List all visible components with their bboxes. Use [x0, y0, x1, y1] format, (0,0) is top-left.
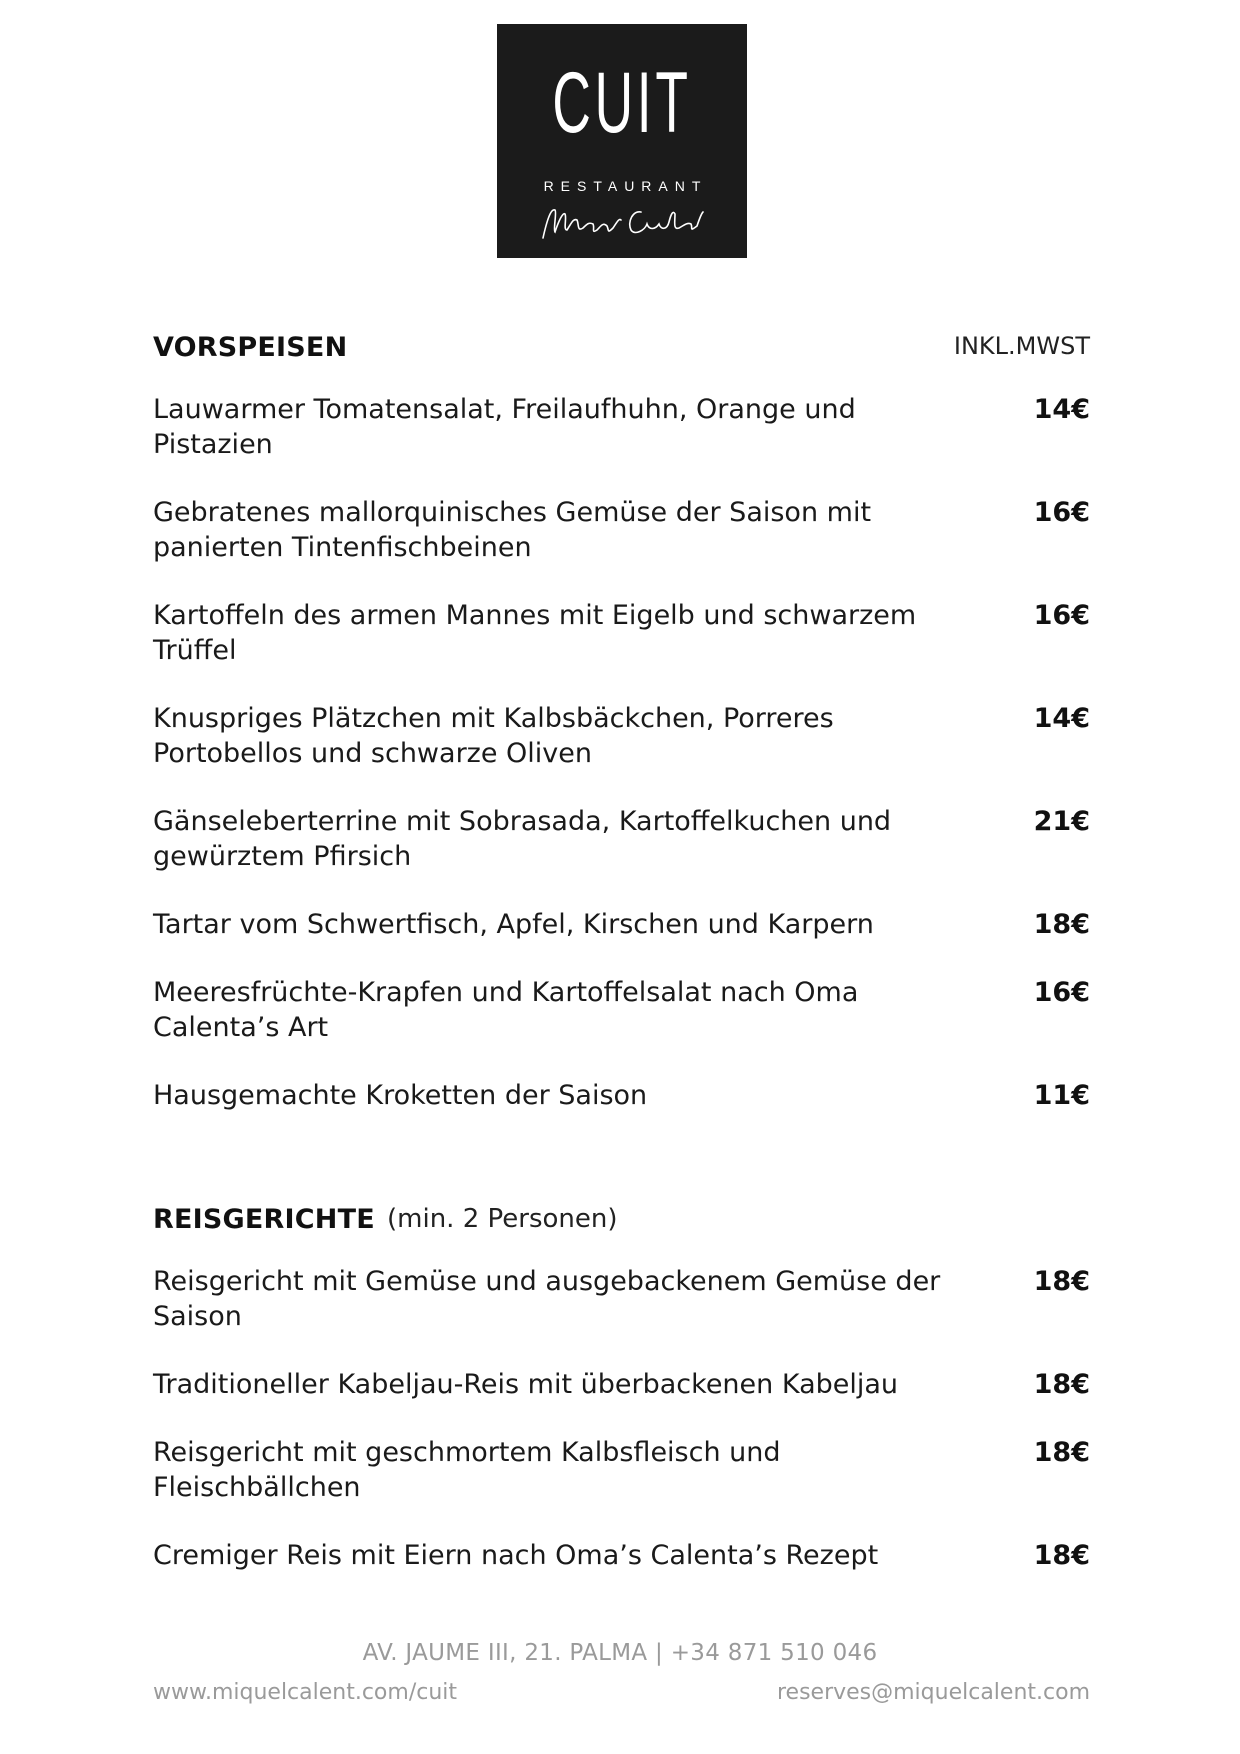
menu-item-price: 18€	[1033, 909, 1090, 940]
menu-item-price: 14€	[1033, 703, 1090, 734]
menu-item	[153, 598, 1090, 668]
menu-item-name: Kartoffeln des armen Mannes mit Eigelb und schwarzem Trüffel	[153, 600, 917, 666]
menu-item	[153, 1078, 1090, 1113]
menu-item-name: Cremiger Reis mit Eiern nach Oma’s Calenta’s Rezept	[153, 1540, 879, 1571]
restaurant-logo	[497, 24, 747, 258]
menu-item-price: 16€	[1033, 600, 1090, 631]
menu-item-price: 16€	[1033, 977, 1090, 1008]
tax-note: INKL.MWST	[953, 332, 1090, 360]
menu-item	[153, 392, 1090, 462]
menu-item-name: Knuspriges Plätzchen mit Kalbsbäckchen, Porreres Portobellos und schwarze Oliven	[153, 703, 834, 769]
section-header-vorspeisen	[153, 320, 1090, 378]
menu-item	[153, 975, 1090, 1045]
menu-item-name: Traditioneller Kabeljau-Reis mit überbackenen Kabeljau	[153, 1369, 899, 1400]
footer-address: AV. JAUME III, 21. PALMA | +34 871 510 046	[362, 1640, 878, 1666]
menu-item-name: Reisgericht mit geschmortem Kalbsfleisch und Fleischbällchen	[153, 1437, 781, 1503]
menu-item-price: 11€	[1033, 1080, 1090, 1111]
logo-wordmark: CUIT	[552, 55, 692, 151]
menu-item-price: 18€	[1033, 1369, 1090, 1400]
footer-website-link[interactable]: www.miquelcalent.com/cuit	[153, 1680, 458, 1705]
menu-item	[153, 907, 1090, 942]
menu-item-price: 21€	[1033, 806, 1090, 837]
menu-item-price: 18€	[1033, 1266, 1090, 1297]
section-subtitle: (min. 2 Personen)	[387, 1204, 618, 1234]
menu-item	[153, 701, 1090, 771]
section-header-reisgerichte	[153, 1192, 1090, 1250]
menu-content	[153, 320, 1090, 1606]
logo-subtitle: RESTAURANT	[543, 178, 708, 194]
menu-item-price: 18€	[1033, 1437, 1090, 1468]
section-title: VORSPEISEN	[153, 332, 348, 363]
section-title: REISGERICHTE	[153, 1204, 375, 1235]
menu-item-name: Tartar vom Schwertfisch, Apfel, Kirschen und Karpern	[153, 909, 874, 940]
footer-email-link[interactable]: reserves@miquelcalent.com	[776, 1680, 1090, 1705]
menu-item-price: 16€	[1033, 497, 1090, 528]
menu-item-name: Gebratenes mallorquinisches Gemüse der Saison mit panierten Tintenfischbeinen	[153, 497, 872, 563]
menu-item	[153, 495, 1090, 565]
section-spacer	[153, 1146, 1090, 1192]
menu-item-name: Meeresfrüchte-Krapfen und Kartoffelsalat nach Oma Calenta’s Art	[153, 977, 859, 1043]
menu-item-name: Gänseleberterrine mit Sobrasada, Kartoffelkuchen und gewürztem Pfirsich	[153, 806, 892, 872]
menu-item-name: Reisgericht mit Gemüse und ausgebackenem Gemüse der Saison	[153, 1266, 941, 1332]
menu-item	[153, 1538, 1090, 1573]
menu-item	[153, 804, 1090, 874]
menu-item	[153, 1367, 1090, 1402]
menu-item-name: Hausgemachte Kroketten der Saison	[153, 1080, 648, 1111]
menu-item-price: 14€	[1033, 394, 1090, 425]
signature-icon	[537, 200, 707, 244]
menu-item-name: Lauwarmer Tomatensalat, Freilaufhuhn, Orange und Pistazien	[153, 394, 856, 460]
menu-item-price: 18€	[1033, 1540, 1090, 1571]
menu-item	[153, 1435, 1090, 1505]
menu-item	[153, 1264, 1090, 1334]
